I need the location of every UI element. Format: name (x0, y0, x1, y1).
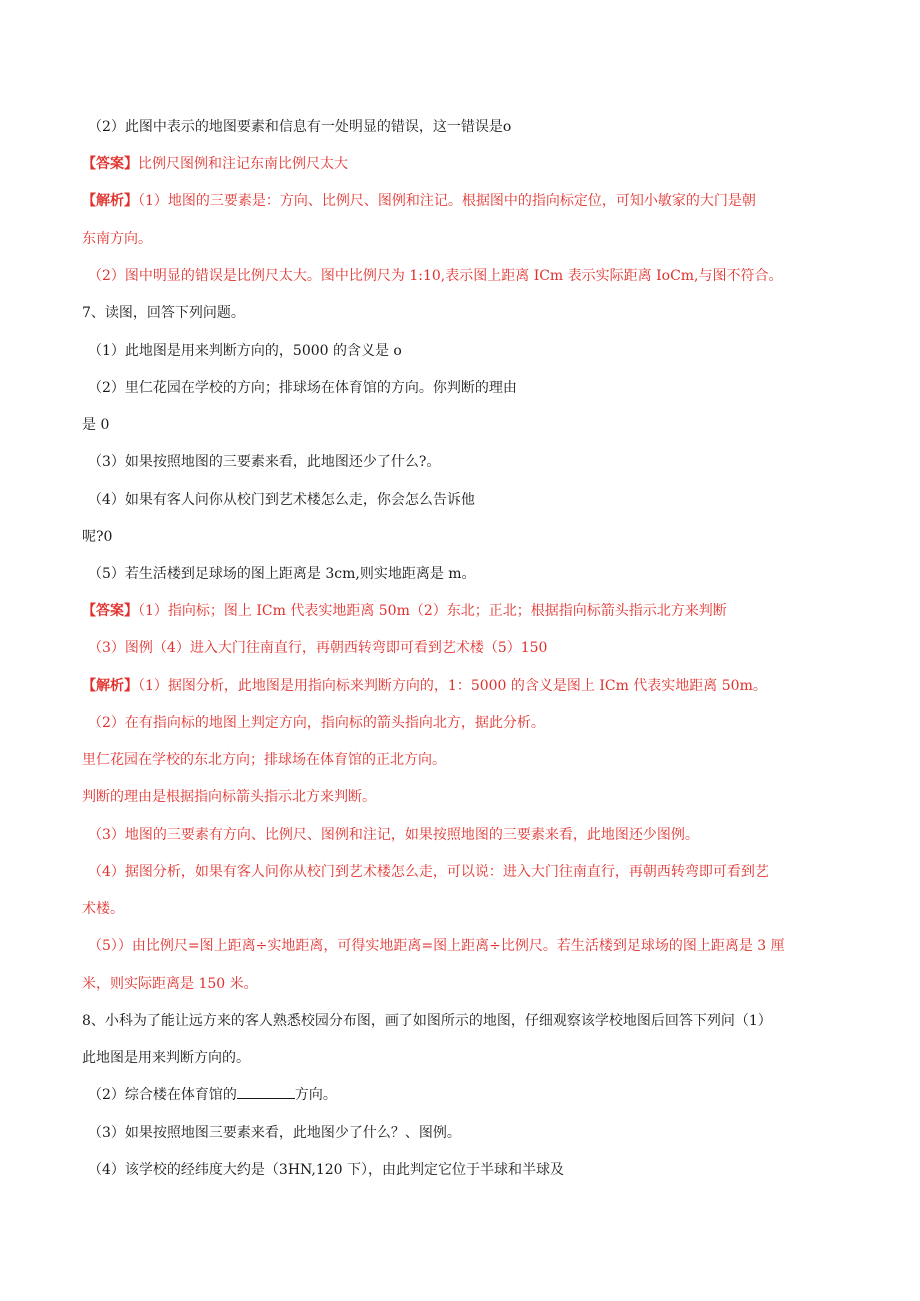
answer-6: 【答案】比例尺图例和注记东南比例尺太大 (82, 156, 348, 172)
question-6-part-2: （2）此图中表示的地图要素和信息有一处明显的错误，这一错误是o (88, 119, 512, 135)
analysis-7-line-6: （4）据图分析，如果有客人问你从校门到艺术楼怎么走，可以说：进入大门往南直行，再朝西转弯即可看到艺 (88, 864, 769, 880)
question-8-heading: 8、小科为了能让远方来的客人熟悉校园分布图，画了如图所示的地图，仔细观察该学校地图后回答下列问（1） (82, 1013, 772, 1029)
question-7-heading: 7、读图，回答下列问题。 (82, 305, 245, 321)
question-8-part-3: （3）如果按照地图三要素来看，此地图少了什么？、图例。 (88, 1125, 461, 1141)
analysis-7-line-7: 术楼。 (82, 901, 124, 917)
analysis-tag: 【解析】 (82, 678, 138, 694)
analysis-7-line-3: 里仁花园在学校的东北方向；排球场在体育馆的正北方向。 (82, 752, 446, 768)
question-8-part-2: （2）综合楼在体育馆的 方向。 (88, 1084, 337, 1106)
analysis-7-line-1: 【解析】（1）据图分析，此地图是用指向标来判断方向的，1：5000 的含义是图上 ICm 代表实地距离 50m。 (82, 678, 767, 694)
analysis-7-line-8: （5））由比例尺=图上距离÷实地距离，可得实地距离=图上距离÷比例尺。若生活楼到足球场的图上距离是 3 厘 (88, 938, 785, 954)
question-7-part-4-cont: 呢?0 (82, 529, 113, 545)
question-7-part-5: （5）若生活楼到足球场的图上距离是 3cm,则实地距离是 m。 (88, 566, 476, 582)
answer-tag: 【答案】 (82, 603, 138, 619)
analysis-6-line-2: 东南方向。 (82, 231, 152, 247)
question-7-part-2: （2）里仁花园在学校的方向；排球场在体育馆的方向。你判断的理由 (88, 380, 517, 396)
answer-7-line-1: 【答案】（1）指向标；图上 ICm 代表实地距离 50m（2）东北；正北；根据指向标箭头指示北方来判断 (82, 603, 727, 619)
answer-tag: 【答案】 (82, 156, 138, 172)
analysis-7-line-2: （2）在有指向标的地图上判定方向，指向标的箭头指向北方，据此分析。 (88, 715, 545, 731)
question-8-heading-cont: 此地图是用来判断方向的。 (82, 1050, 250, 1066)
answer-blank[interactable] (237, 1084, 295, 1099)
analysis-7-line-5: （3）地图的三要素有方向、比例尺、图例和注记，如果按照地图的三要素来看，此地图还少图例。 (88, 827, 699, 843)
question-8-part-4: （4）该学校的经纬度大约是（3HN,120 下），由此判定它位于半球和半球及 (88, 1162, 564, 1178)
analysis-6-line-3: （2）图中明显的错误是比例尺太大。图中比例尺为 1:10,表示图上距离 ICm 表示实际距离 IoCm,与图不符合。 (88, 268, 783, 284)
question-7-part-4: （4）如果有客人问你从校门到艺术楼怎么走，你会怎么告诉他 (88, 492, 475, 508)
analysis-tag: 【解析】 (82, 193, 138, 209)
analysis-6-line-1: 【解析】（1）地图的三要素是：方向、比例尺、图例和注记。根据图中的指向标定位，可知小敏家的大门是朝 (82, 193, 756, 209)
answer-7-line-2: （3）图例（4）进入大门往南直行，再朝西转弯即可看到艺术楼（5）150 (88, 640, 548, 656)
question-7-part-3: （3）如果按照地图的三要素来看，此地图还少了什么?。 (88, 454, 441, 470)
analysis-7-line-9: 米，则实际距离是 150 米。 (82, 976, 258, 992)
question-7-part-1: （1）此地图是用来判断方向的，5000 的含义是 o (88, 343, 402, 359)
analysis-7-line-4: 判断的理由是根据指向标箭头指示北方来判断。 (82, 789, 376, 805)
question-7-part-2-cont: 是 0 (82, 417, 110, 433)
